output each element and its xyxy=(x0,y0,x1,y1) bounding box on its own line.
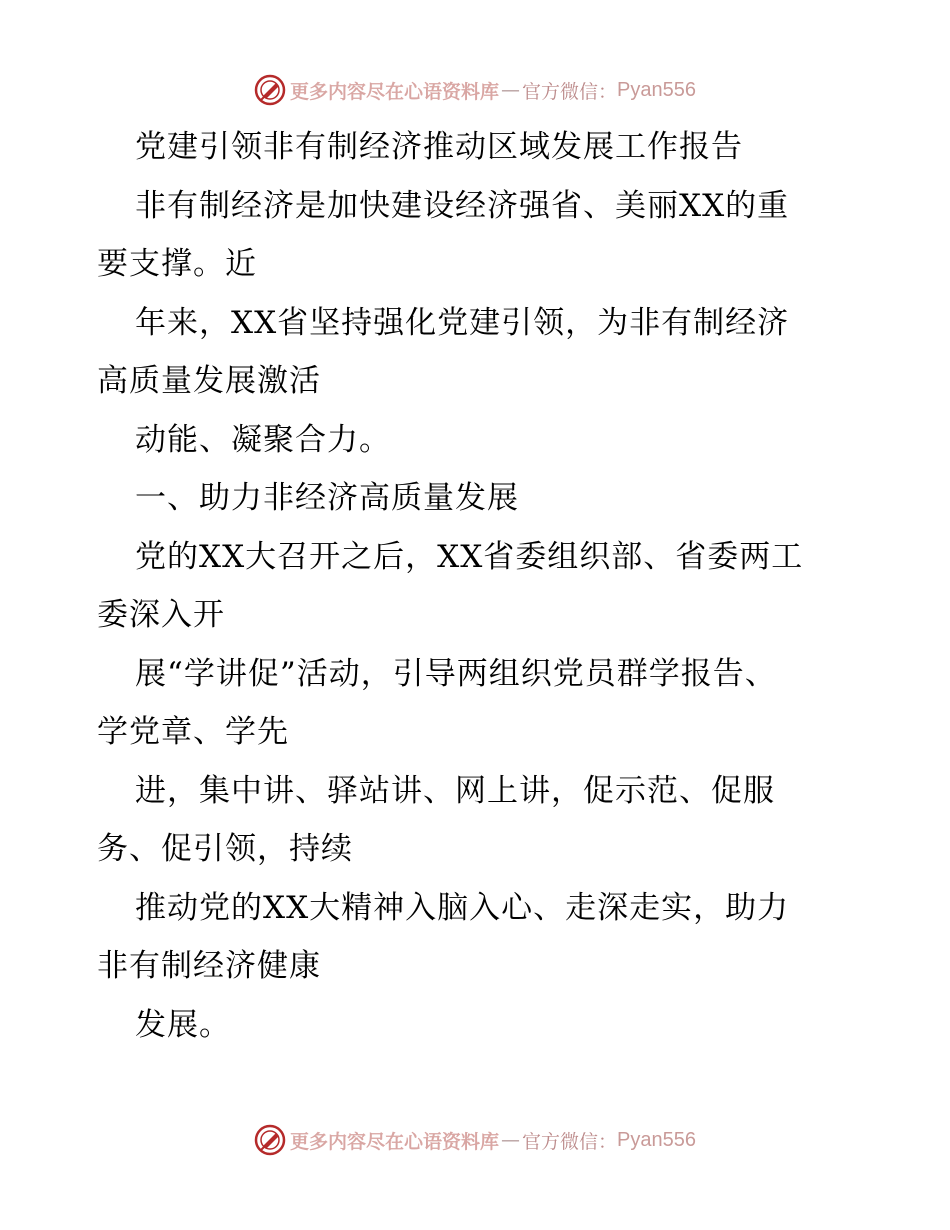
doc-line xyxy=(97,352,857,411)
doc-line xyxy=(97,177,857,236)
banner-slogan: 更多内容尽在心语资料库 xyxy=(290,1130,500,1153)
doc-line-text: 动能、凝聚合力。 xyxy=(135,421,391,458)
doc-line xyxy=(97,235,857,294)
banner-separator: — xyxy=(501,79,521,101)
header-banner xyxy=(0,70,950,110)
banner-slogan: 更多内容尽在心语资料库 xyxy=(290,80,500,103)
doc-line-text: 非有制经济健康 xyxy=(97,948,321,984)
footer-banner xyxy=(0,1120,950,1160)
doc-line-text: 年来，XX省坚持强化党建引领，为非有制经济 xyxy=(135,304,790,341)
banner-wechat-id: Pyan556 xyxy=(617,78,696,101)
doc-line xyxy=(97,411,857,470)
doc-line-text: 党建引领非有制经济推动区域发展工作报告 xyxy=(135,129,743,165)
doc-line xyxy=(97,294,857,353)
doc-line-text: 学党章、学先 xyxy=(97,714,289,750)
doc-line-text: 高质量发展激活 xyxy=(97,363,321,399)
doc-line-text: 非有制经济是加快建设经济强省、美丽XX的重 xyxy=(135,187,790,224)
doc-line xyxy=(97,528,857,587)
doc-line xyxy=(97,879,857,938)
banner-separator: — xyxy=(501,1129,521,1151)
doc-line-text: 要支撑。近 xyxy=(97,246,257,282)
red-seal-logo-icon xyxy=(254,74,286,106)
doc-line xyxy=(97,586,857,645)
banner-wechat-label: 官方微信： xyxy=(522,80,618,103)
doc-line xyxy=(97,820,857,879)
doc-line-text: 发展。 xyxy=(135,1006,231,1043)
doc-line-text: 一、助力非经济高质量发展 xyxy=(135,480,519,516)
doc-line-text: 委深入开 xyxy=(97,597,225,633)
doc-line xyxy=(97,703,857,762)
doc-line-text: 党的XX大召开之后，XX省委组织部、省委两工 xyxy=(135,538,804,575)
doc-line xyxy=(97,469,857,528)
doc-line-text: 进，集中讲、驿站讲、网上讲，促示范、促服 xyxy=(135,772,775,809)
doc-line xyxy=(97,118,857,177)
banner-wechat-label: 官方微信： xyxy=(522,1130,618,1153)
banner-wechat-id: Pyan556 xyxy=(617,1128,696,1151)
doc-line-text: 展“学讲促”活动，引导两组织党员群学报告、 xyxy=(135,655,777,692)
red-seal-logo-icon xyxy=(254,1124,286,1156)
doc-line-text: 推动党的XX大精神入脑入心、走深走实，助力 xyxy=(135,889,790,926)
doc-line-text: 务、促引领，持续 xyxy=(97,831,353,867)
doc-line xyxy=(97,645,857,704)
doc-line xyxy=(97,762,857,821)
doc-line xyxy=(97,996,857,1055)
document-body xyxy=(97,118,857,1054)
doc-line xyxy=(97,937,857,996)
